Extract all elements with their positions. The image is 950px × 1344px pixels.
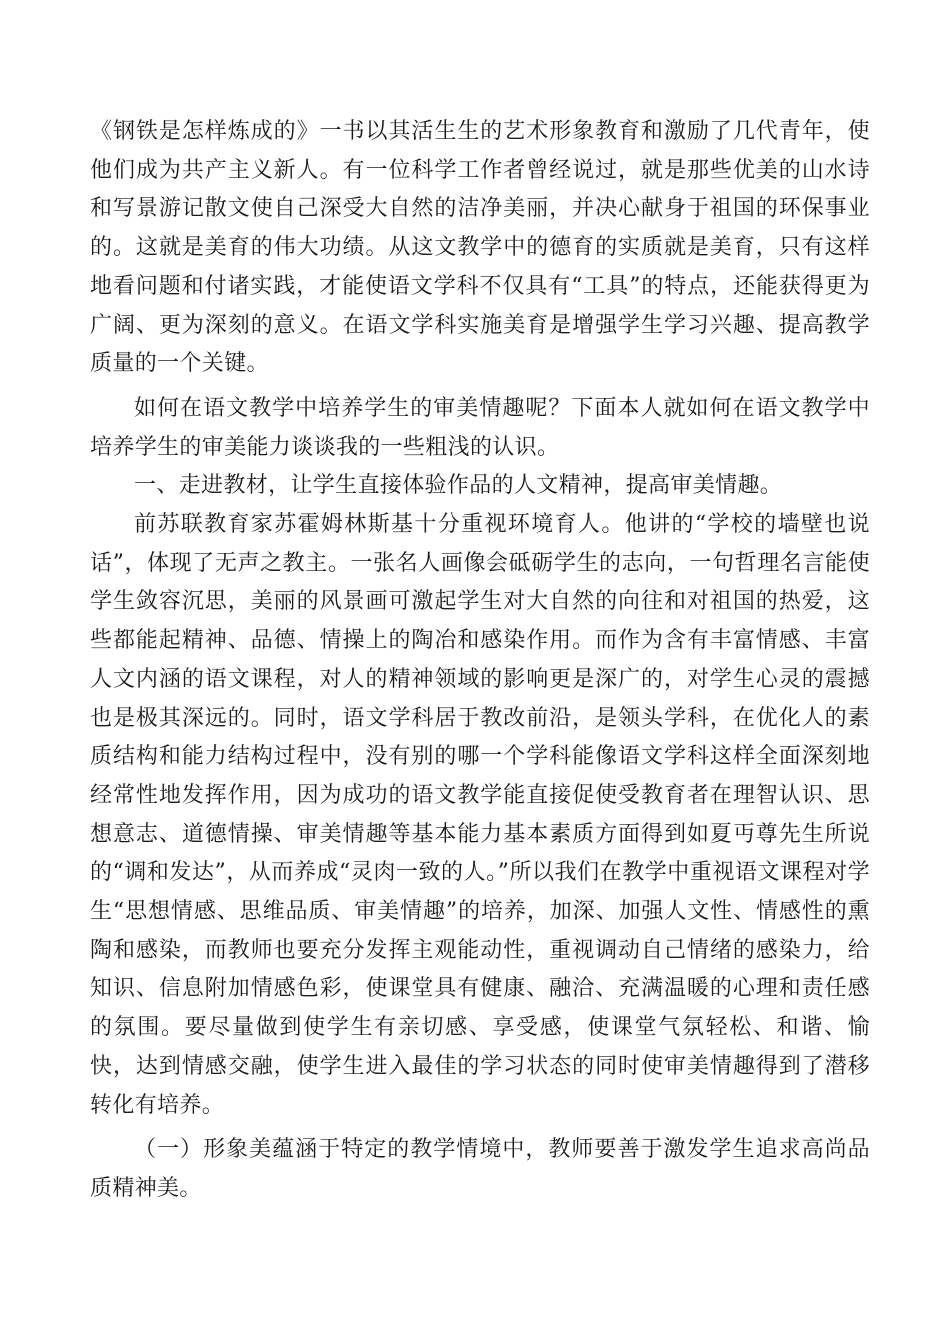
paragraph-sukhomlinsky: 前苏联教育家苏霍姆林斯基十分重视环境育人。他讲的“学校的墙壁也说话”，体现了无声之教主。一张名人画像会砥砺学生的志向，一句哲理名言能使学生敛容沉思，美丽的风景画可激起学生对大自然的向往和对祖国的热爱，这些都能起精神、品德、情操上的陶冶和感染作用。而作为含有丰富情感、丰富人文内涵的语文课程，对人的精神领域的影响更是深广的，对学生心灵的震撼也是极其深远的。同时，语文学科居于教改前沿，是领头学科，在优化人的素质结构和能力结构过程中，没有别的哪一个学科能像语文学科这样全面深刻地经常性地发挥作用，因为成功的语文教学能直接促使受教育者在理智认识、思想意志、道德情操、审美情趣等基本能力基本素质方面得到如夏丏尊先生所说的“调和发达”，从而养成“灵肉一致的人。”所以我们在教学中重视语文课程对学生“思想情感、思维品质、审美情趣”的培养，加深、加强人文性、情感性的熏陶和感染，而教师也要充分发挥主观能动性，重视调动自己情绪的感染力，给知识、信息附加情感色彩，使课堂具有健康、融洽、充满温暖的心理和责任感的氛围。要尽量做到使学生有亲切感、享受感，使课堂气氛轻松、和谐、愉快，达到情感交融，使学生进入最佳的学习状态的同时使审美情趣得到了潜移转化有培养。 <box>90 512 870 1118</box>
subsection-heading-one: （一）形象美蕴涵于特定的教学情境中，教师要善于激发学生追求高尚品质精神美。 <box>90 1137 870 1201</box>
document-body <box>90 113 870 1209</box>
paragraph-steel-education: 《钢铁是怎样炼成的》一书以其活生生的艺术形象教育和激励了几代青年，使他们成为共产主义新人。有一位科学工作者曾经说过，就是那些优美的山水诗和写景游记散文使自己深受大自然的洁净美丽，并决心献身于祖国的环保事业的。这就是美育的伟大功绩。从这文教学中的德育的实质就是美育，只有这样地看问题和付诸实践，才能使语文学科不仅具有“工具”的特点，还能获得更为广阔、更为深刻的意义。在语文学科实施美育是增强学生学习兴趣、提高教学质量的一个关键。 <box>90 119 870 377</box>
section-heading-one: 一、走进教材，让学生直接体验作品的人文精神，提高审美情趣。 <box>134 473 783 499</box>
paragraph-how-to-cultivate: 如何在语文教学中培养学生的审美情趣呢？下面本人就如何在语文教学中培养学生的审美能力谈谈我的一些粗浅的认识。 <box>90 395 870 460</box>
